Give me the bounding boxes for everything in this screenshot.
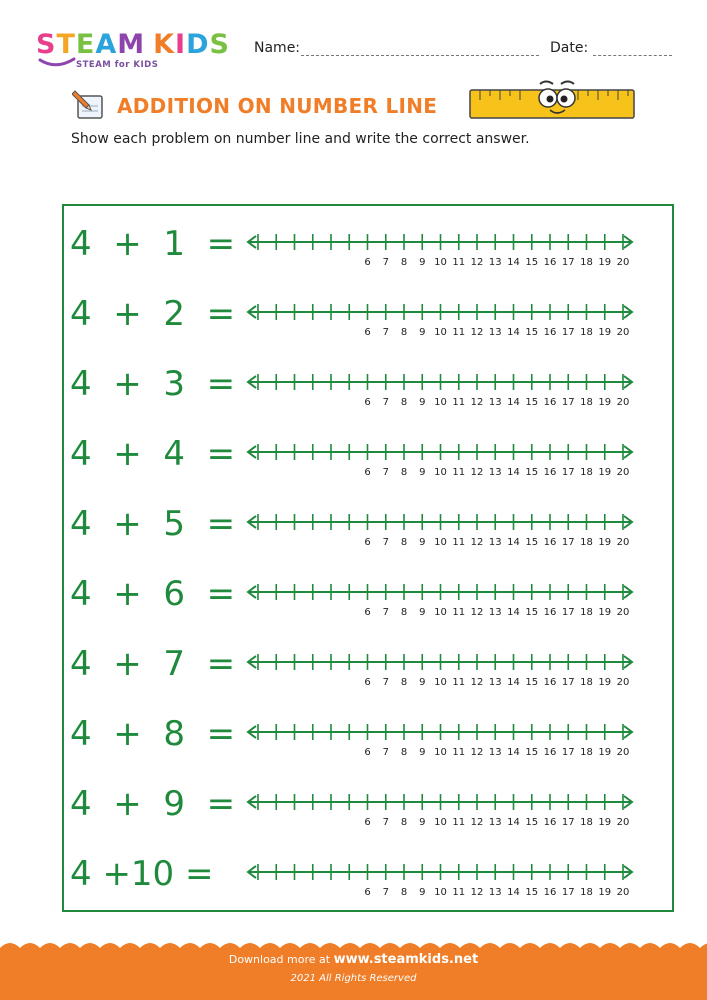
number-line-label: 6 <box>364 887 371 898</box>
problem-equation: 4 + 3 = <box>70 364 236 404</box>
footer-rights: 2021 All Rights Reserved <box>290 973 417 984</box>
number-line-label: 10 <box>434 677 447 688</box>
number-line-label: 17 <box>561 747 575 758</box>
number-line-label: 11 <box>452 397 466 408</box>
number-line-label: 20 <box>616 397 630 408</box>
number-line-label: 6 <box>364 677 371 688</box>
number-line-label: 17 <box>561 397 575 408</box>
number-line[interactable] <box>240 366 640 410</box>
number-line-label: 17 <box>561 537 575 548</box>
number-line-label: 8 <box>400 397 408 408</box>
number-line-label: 9 <box>419 537 426 548</box>
number-line-label: 15 <box>525 607 539 618</box>
number-line-label: 8 <box>400 257 408 268</box>
number-line-label: 11 <box>452 537 466 548</box>
number-line-label: 6 <box>364 817 371 828</box>
number-line[interactable] <box>240 576 640 620</box>
number-line-label: 20 <box>616 887 630 898</box>
number-line-label: 10 <box>434 607 447 618</box>
number-line-label: 12 <box>470 887 484 898</box>
number-line-label: 13 <box>488 747 502 758</box>
number-line-label: 11 <box>452 747 466 758</box>
number-line-label: 14 <box>507 467 520 478</box>
number-line-label: 6 <box>364 327 371 338</box>
number-line-label: 20 <box>616 747 630 758</box>
number-line-label: 14 <box>507 677 520 688</box>
number-line-label: 7 <box>382 747 389 758</box>
number-line-label: 13 <box>488 397 502 408</box>
date-label: Date: <box>550 40 589 56</box>
number-line-label: 15 <box>525 677 539 688</box>
number-line-label: 8 <box>400 887 408 898</box>
number-line-label: 10 <box>434 467 447 478</box>
logo-letter: K <box>153 29 176 60</box>
number-line-label: 18 <box>580 257 593 268</box>
number-line-label: 10 <box>434 887 447 898</box>
number-line-label: 15 <box>525 537 539 548</box>
number-line-label: 7 <box>382 607 389 618</box>
logo-tagline: STEAM for KIDS <box>76 60 159 70</box>
number-line-label: 6 <box>364 257 371 268</box>
number-line-label: 20 <box>616 257 630 268</box>
number-line-label: 15 <box>525 467 539 478</box>
number-line-label: 13 <box>488 327 502 338</box>
number-line[interactable] <box>240 506 640 550</box>
number-line-label: 17 <box>561 607 575 618</box>
problem-equation: 4 + 2 = <box>70 294 236 334</box>
ruler-mascot-icon <box>468 72 638 124</box>
number-line-label: 15 <box>525 747 539 758</box>
number-line-label: 6 <box>364 397 371 408</box>
name-label: Name: <box>254 40 301 56</box>
number-line-label: 12 <box>470 537 484 548</box>
problem-equation: 4 +10 = <box>70 854 214 894</box>
problem-equation: 4 + 5 = <box>70 504 236 544</box>
number-line-label: 16 <box>543 677 557 688</box>
number-line-label: 7 <box>382 887 389 898</box>
number-line-label: 13 <box>488 677 502 688</box>
problem-equation: 4 + 9 = <box>70 784 236 824</box>
number-line-label: 16 <box>543 397 557 408</box>
number-line-label: 13 <box>488 537 502 548</box>
number-line-label: 6 <box>364 467 371 478</box>
number-line-label: 9 <box>419 677 426 688</box>
number-line-label: 17 <box>561 677 575 688</box>
logo-swoosh-icon <box>38 56 78 70</box>
number-line-label: 7 <box>382 257 389 268</box>
logo-letter: S <box>209 29 230 60</box>
logo-letter: D <box>186 29 210 60</box>
number-line-label: 15 <box>525 397 539 408</box>
number-line-label: 18 <box>580 327 593 338</box>
number-line-label: 7 <box>382 467 389 478</box>
number-line-label: 14 <box>507 607 520 618</box>
number-line[interactable] <box>240 786 640 830</box>
number-line-label: 6 <box>364 607 371 618</box>
number-line-label: 11 <box>452 467 466 478</box>
number-line-label: 8 <box>400 607 408 618</box>
number-line-label: 7 <box>382 817 389 828</box>
number-line-label: 7 <box>382 327 389 338</box>
number-line-label: 20 <box>616 677 630 688</box>
logo-letter: S <box>36 29 57 60</box>
number-line-label: 15 <box>525 887 539 898</box>
problem-equation: 4 + 8 = <box>70 714 236 754</box>
number-line-label: 19 <box>598 257 612 268</box>
number-line-label: 11 <box>452 257 466 268</box>
number-line-label: 16 <box>543 817 557 828</box>
number-line-label: 20 <box>616 537 630 548</box>
number-line[interactable] <box>240 856 640 900</box>
number-line-label: 6 <box>364 747 371 758</box>
number-line-label: 19 <box>598 817 612 828</box>
number-line-label: 9 <box>419 887 426 898</box>
number-line-label: 7 <box>382 677 389 688</box>
number-line-label: 16 <box>543 607 557 618</box>
instruction-text: Show each problem on number line and write the correct answer. <box>71 131 530 147</box>
logo-letter: I <box>175 29 187 60</box>
name-field[interactable] <box>301 55 539 56</box>
pencil-paper-icon <box>72 88 108 122</box>
number-line-label: 18 <box>580 467 593 478</box>
logo-letter: E <box>75 29 96 60</box>
number-line-label: 11 <box>452 677 466 688</box>
number-line[interactable] <box>240 296 640 340</box>
number-line-label: 8 <box>400 677 408 688</box>
number-line-label: 11 <box>452 607 466 618</box>
number-line-label: 19 <box>598 747 612 758</box>
number-line-label: 17 <box>561 887 575 898</box>
number-line-label: 16 <box>543 327 557 338</box>
date-field[interactable] <box>593 55 672 56</box>
number-line-label: 18 <box>580 397 593 408</box>
number-line-label: 11 <box>452 817 466 828</box>
number-line-label: 9 <box>419 397 426 408</box>
number-line-label: 10 <box>434 817 447 828</box>
number-line-label: 19 <box>598 397 612 408</box>
number-line[interactable] <box>240 716 640 760</box>
number-line-label: 8 <box>400 817 408 828</box>
number-line[interactable] <box>240 646 640 690</box>
number-line-label: 16 <box>543 257 557 268</box>
number-line-label: 13 <box>488 817 502 828</box>
number-line-label: 19 <box>598 607 612 618</box>
number-line-label: 17 <box>561 327 575 338</box>
number-line-label: 16 <box>543 747 557 758</box>
number-line-label: 20 <box>616 817 630 828</box>
number-line-label: 17 <box>561 257 575 268</box>
number-line-label: 16 <box>543 467 557 478</box>
number-line-label: 19 <box>598 467 612 478</box>
number-line-label: 14 <box>507 257 520 268</box>
number-line-label: 20 <box>616 467 630 478</box>
logo-letter: M <box>117 29 146 60</box>
number-line-label: 12 <box>470 607 484 618</box>
number-line-label: 9 <box>419 467 426 478</box>
number-line-label: 16 <box>543 537 557 548</box>
number-line-label: 16 <box>543 887 557 898</box>
number-line-label: 10 <box>434 537 447 548</box>
number-line-label: 9 <box>419 257 426 268</box>
problem-equation: 4 + 4 = <box>70 434 236 474</box>
number-line-label: 12 <box>470 747 484 758</box>
number-line-label: 19 <box>598 537 612 548</box>
number-line-label: 7 <box>382 537 389 548</box>
number-line-label: 8 <box>400 537 408 548</box>
number-line-label: 17 <box>561 467 575 478</box>
number-line-label: 10 <box>434 397 447 408</box>
number-line-label: 15 <box>525 257 539 268</box>
number-line-label: 19 <box>598 327 612 338</box>
number-line-label: 14 <box>507 537 520 548</box>
number-line-label: 18 <box>580 747 593 758</box>
number-line-label: 17 <box>561 817 575 828</box>
number-line-label: 9 <box>419 817 426 828</box>
steam-kids-logo <box>36 30 236 78</box>
number-line-label: 20 <box>616 607 630 618</box>
footer-download <box>0 952 707 967</box>
number-line-label: 19 <box>598 887 612 898</box>
logo-letter: A <box>95 29 118 60</box>
number-line-label: 11 <box>452 887 466 898</box>
number-line[interactable] <box>240 226 640 270</box>
number-line-label: 8 <box>400 467 408 478</box>
number-line-label: 12 <box>470 327 484 338</box>
number-line-label: 10 <box>434 257 447 268</box>
number-line-label: 12 <box>470 467 484 478</box>
number-line-label: 18 <box>580 887 593 898</box>
number-line[interactable] <box>240 436 640 480</box>
number-line-label: 12 <box>470 397 484 408</box>
number-line-label: 13 <box>488 887 502 898</box>
number-line-label: 19 <box>598 677 612 688</box>
number-line-label: 18 <box>580 677 593 688</box>
number-line-label: 10 <box>434 327 447 338</box>
number-line-label: 8 <box>400 327 408 338</box>
number-line-label: 18 <box>580 817 593 828</box>
logo-letter: T <box>56 29 76 60</box>
number-line-label: 9 <box>419 327 426 338</box>
footer-site-link[interactable]: www.steamkids.net <box>333 952 479 967</box>
number-line-label: 9 <box>419 747 426 758</box>
number-line-label: 18 <box>580 537 593 548</box>
number-line-label: 12 <box>470 677 484 688</box>
number-line-label: 13 <box>488 607 502 618</box>
footer-banner <box>0 938 707 1000</box>
number-line-label: 20 <box>616 327 630 338</box>
number-line-label: 10 <box>434 747 447 758</box>
number-line-label: 11 <box>452 327 466 338</box>
number-line-label: 9 <box>419 607 426 618</box>
number-line-label: 14 <box>507 887 520 898</box>
footer-download-label: Download more at <box>228 953 331 966</box>
number-line-label: 12 <box>470 817 484 828</box>
problem-equation: 4 + 7 = <box>70 644 236 684</box>
number-line-label: 14 <box>507 747 520 758</box>
page-title: ADDITION ON NUMBER LINE <box>117 94 438 118</box>
number-line-label: 15 <box>525 817 539 828</box>
problem-equation: 4 + 6 = <box>70 574 236 614</box>
number-line-label: 14 <box>507 397 520 408</box>
number-line-label: 8 <box>400 747 408 758</box>
number-line-label: 18 <box>580 607 593 618</box>
number-line-label: 7 <box>382 397 389 408</box>
number-line-label: 14 <box>507 817 520 828</box>
number-line-label: 15 <box>525 327 539 338</box>
number-line-label: 13 <box>488 257 502 268</box>
number-line-label: 12 <box>470 257 484 268</box>
number-line-label: 13 <box>488 467 502 478</box>
number-line-label: 14 <box>507 327 520 338</box>
problem-equation: 4 + 1 = <box>70 224 236 264</box>
number-line-label: 6 <box>364 537 371 548</box>
